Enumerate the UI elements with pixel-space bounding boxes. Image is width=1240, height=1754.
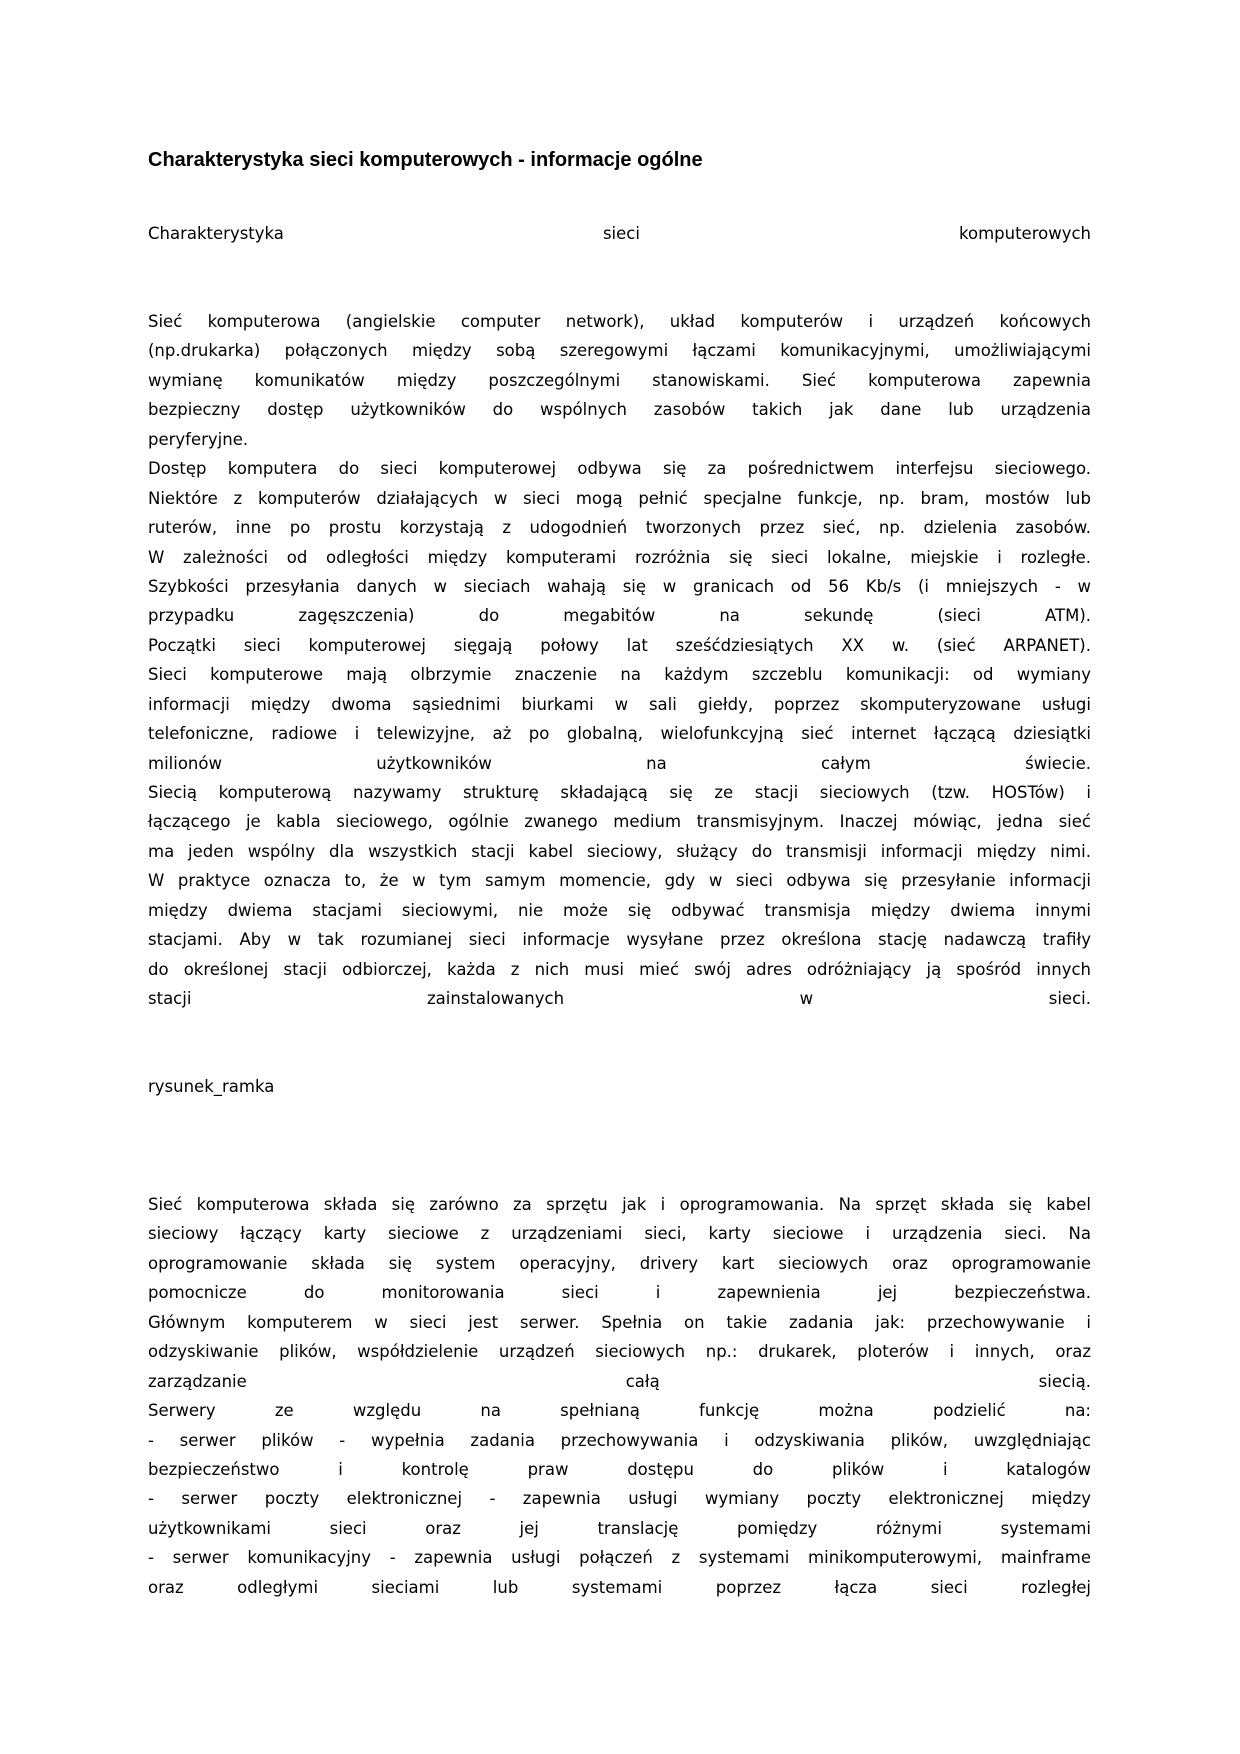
text-line: - serwer komunikacyjny - zapewnia usługi połączeń z systemami minikomputerowymi, mainframe	[148, 1548, 1091, 1568]
text-line: bezpieczny dostęp użytkowników do wspólnych zasobów takich jak dane lub urządzenia	[148, 400, 1091, 420]
text-line: Początki sieci komputerowej sięgają połowy lat sześćdziesiątych XX w. (sieć ARPANET).	[148, 635, 1091, 655]
text-line: - serwer plików - wypełnia zadania przechowywania i odzyskiwania plików, uwzględniając	[148, 1430, 1091, 1450]
paragraph-2	[148, 1190, 1091, 1602]
text-line: Dostęp komputera do sieci komputerowej odbywa się za pośrednictwem interfejsu sieciowego.	[148, 459, 1091, 479]
text-line: oraz odległymi sieciami lub systemami poprzez łącza sieci rozległej	[148, 1577, 1091, 1597]
text-line: peryferyjne.	[148, 429, 249, 449]
text-line: W praktyce oznacza to, że w tym samym momencie, gdy w sieci odbywa się przesyłanie informacji	[148, 871, 1091, 891]
figure-placeholder	[148, 1072, 1091, 1101]
text-line: stacji zainstalowanych w sieci.	[148, 989, 1091, 1009]
text-line: (np.drukarka) połączonych między sobą szeregowymi łączami komunikacyjnymi, umożliwiającymi	[148, 341, 1091, 361]
text-line: ruterów, inne po prostu korzystają z udogodnień tworzonych przez sieć, np. dzielenia zasobów.	[148, 518, 1091, 538]
text-line: łączącego je kabla sieciowego, ogólnie zwanego medium transmisyjnym. Inaczej mówiąc, jedna sieć	[148, 812, 1091, 832]
text-line: Niektóre z komputerów działających w sieci mogą pełnić specjalne funkcje, np. bram, mostów lub	[148, 488, 1091, 508]
text-line: odzyskiwanie plików, współdzielenie urządzeń sieciowych np.: drukarek, ploterów i innych, oraz	[148, 1342, 1091, 1362]
paragraph-1	[148, 307, 1091, 1014]
text-line: oprogramowanie składa się system operacyjny, drivery kart sieciowych oraz oprogramowanie	[148, 1253, 1091, 1273]
text-line: przypadku zagęszczenia) do megabitów na sekundę (sieci ATM).	[148, 606, 1091, 626]
text-line: pomocnicze do monitorowania sieci i zapewnienia jej bezpieczeństwa.	[148, 1283, 1091, 1303]
subtitle-text: Charakterystyka sieci komputerowych	[148, 224, 1091, 243]
text-line: stacjami. Aby w tak rozumianej sieci informacje wysyłane przez określona stację nadawczą trafiły	[148, 930, 1091, 950]
text-line: bezpieczeństwo i kontrolę praw dostępu do plików i katalogów	[148, 1459, 1091, 1479]
text-line: Sieć komputerowa (angielskie computer network), układ komputerów i urządzeń końcowych	[148, 312, 1091, 331]
text-line: Serwery ze względu na spełnianą funkcję można podzielić na:	[148, 1401, 1091, 1421]
text-line: W zależności od odległości między komputerami rozróżnia się sieci lokalne, miejskie i rozległe.	[148, 547, 1091, 567]
text-line: Głównym komputerem w sieci jest serwer. Spełnia on takie zadania jak: przechowywanie i	[148, 1312, 1091, 1332]
document-title: Charakterystyka sieci komputerowych - informacje ogólne	[148, 149, 703, 171]
text-line: telefoniczne, radiowe i telewizyjne, aż po globalną, wielofunkcyjną sieć internet łączącą dziesiątki	[148, 724, 1091, 744]
text-line: Sieci komputerowe mają olbrzymie znaczenie na każdym szczeblu komunikacji: od wymiany	[148, 665, 1091, 685]
text-line: użytkownikami sieci oraz jej translację pomiędzy różnymi systemami	[148, 1518, 1091, 1538]
text-line: zarządzanie całą siecią.	[148, 1371, 1091, 1391]
text-line: informacji między dwoma sąsiednimi biurkami w sali giełdy, poprzez skomputeryzowane usługi	[148, 694, 1091, 714]
text-line: - serwer poczty elektronicznej - zapewnia usługi wymiany poczty elektronicznej między	[148, 1489, 1091, 1509]
text-line: milionów użytkowników na całym świecie.	[148, 753, 1091, 773]
text-line: Sieć komputerowa składa się zarówno za sprzętu jak i oprogramowania. Na sprzęt składa się kabel	[148, 1195, 1091, 1214]
figure-placeholder-text: rysunek_ramka	[148, 1077, 275, 1096]
text-line: ma jeden wspólny dla wszystkich stacji kabel sieciowy, służący do transmisji informacji między nimi.	[148, 841, 1091, 861]
text-line: Siecią komputerową nazywamy strukturę składającą się ze stacji sieciowych (tzw. HOSTów) i	[148, 783, 1091, 802]
text-line: Szybkości przesyłania danych w sieciach wahają się w granicach od 56 Kb/s (i mniejszych - w	[148, 576, 1091, 596]
text-line: wymianę komunikatów między poszczególnymi stanowiskami. Sieć komputerowa zapewnia	[148, 370, 1091, 390]
subtitle	[148, 219, 1091, 248]
text-line: między dwiema stacjami sieciowymi, nie może się odbywać transmisja między dwiema innymi	[148, 900, 1091, 920]
text-line: sieciowy łączący karty sieciowe z urządzeniami sieci, karty sieciowe i urządzenia sieci. Na	[148, 1224, 1091, 1244]
text-line: do określonej stacji odbiorczej, każda z nich musi mieć swój adres odróżniający ją spośród innych	[148, 959, 1091, 979]
